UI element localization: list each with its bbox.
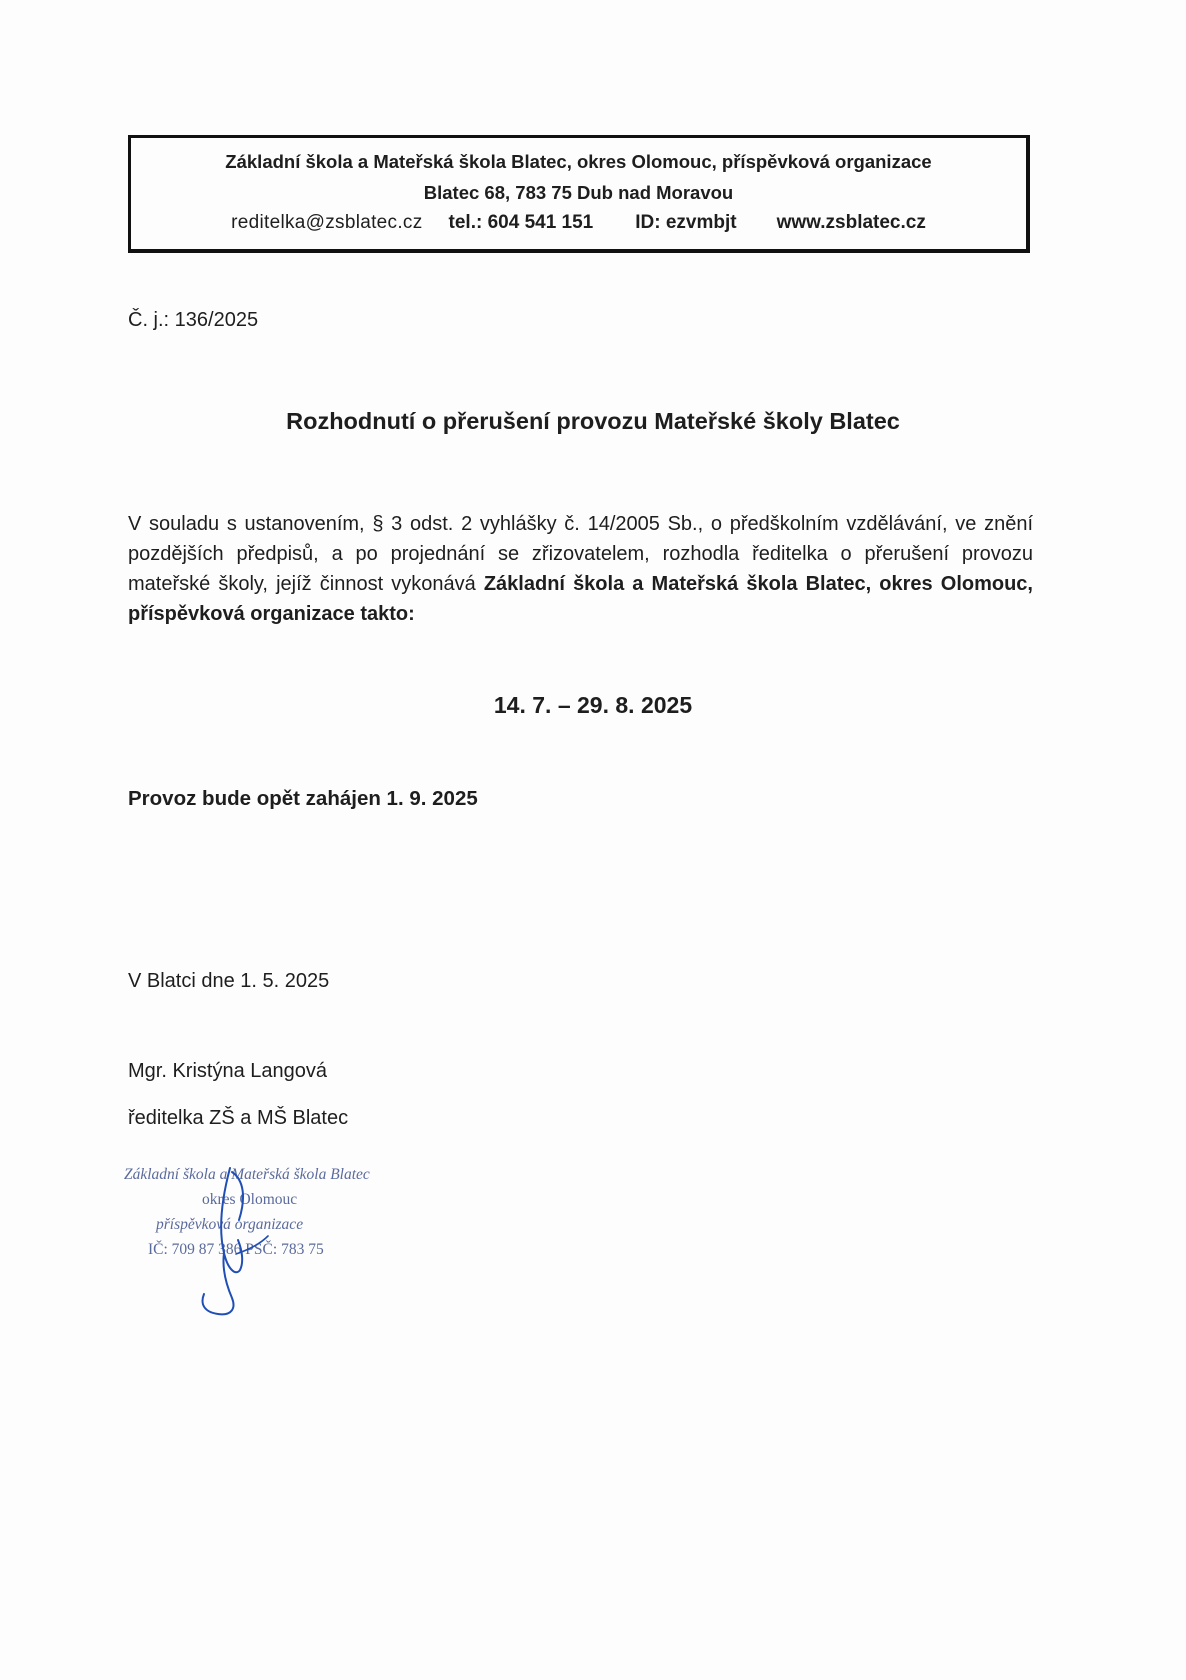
letterhead-website[interactable]: www.zsblatec.cz: [776, 212, 926, 233]
place-and-date: V Blatci dne 1. 5. 2025: [128, 970, 330, 992]
decision-body-text: V souladu s ustanovením, § 3 odst. 2 vyhlášky č. 14/2005 Sb., o předškolním vzdělávání, ve znění pozdějších předpisů, a po projednání se zřizovatelem, rozhodla ředitelka o přerušení provozu mateřské školy, jejíž činnost vykonává: [128, 513, 1033, 595]
letterhead-contacts: [131, 212, 1026, 234]
stamp-line-2: okres Olomouc: [202, 1191, 298, 1208]
stamp-line-3: příspěvková organizace: [156, 1216, 304, 1233]
stamp-line-4: IČ: 709 87 386 PSČ: 783 75: [148, 1241, 324, 1258]
decision-body: [128, 509, 1033, 629]
reference-number: Č. j.: 136/2025: [128, 309, 259, 331]
letterhead: [128, 135, 1030, 253]
letterhead-data-box-id: ID: ezvmbjt: [635, 212, 737, 233]
signature-stroke: [203, 1168, 243, 1314]
signer-title: ředitelka ZŠ a MŠ Blatec: [128, 1107, 349, 1129]
letterhead-phone: tel.: 604 541 151: [448, 212, 594, 233]
letterhead-email[interactable]: reditelka@zsblatec.cz: [231, 212, 423, 233]
signature-icon: [118, 1158, 398, 1318]
closure-period: 14. 7. – 29. 8. 2025: [493, 692, 693, 718]
letterhead-org-name: Základní škola a Mateřská škola Blatec, okres Olomouc, příspěvková organizace: [225, 151, 932, 172]
document-title: Rozhodnutí o přerušení provozu Mateřské školy Blatec: [286, 408, 900, 434]
decision-body-organization: Základní škola a Mateřská škola Blatec, okres Olomouc, příspěvková organizace takto:: [128, 573, 1033, 625]
resume-note: Provoz bude opět zahájen 1. 9. 2025: [128, 787, 478, 810]
signer-name: Mgr. Kristýna Langová: [128, 1060, 327, 1082]
official-stamp: [118, 1158, 398, 1318]
stamp-line-1: Základní škola a Mateřská škola Blatec: [124, 1166, 370, 1183]
letterhead-address: Blatec 68, 783 75 Dub nad Moravou: [423, 182, 734, 203]
